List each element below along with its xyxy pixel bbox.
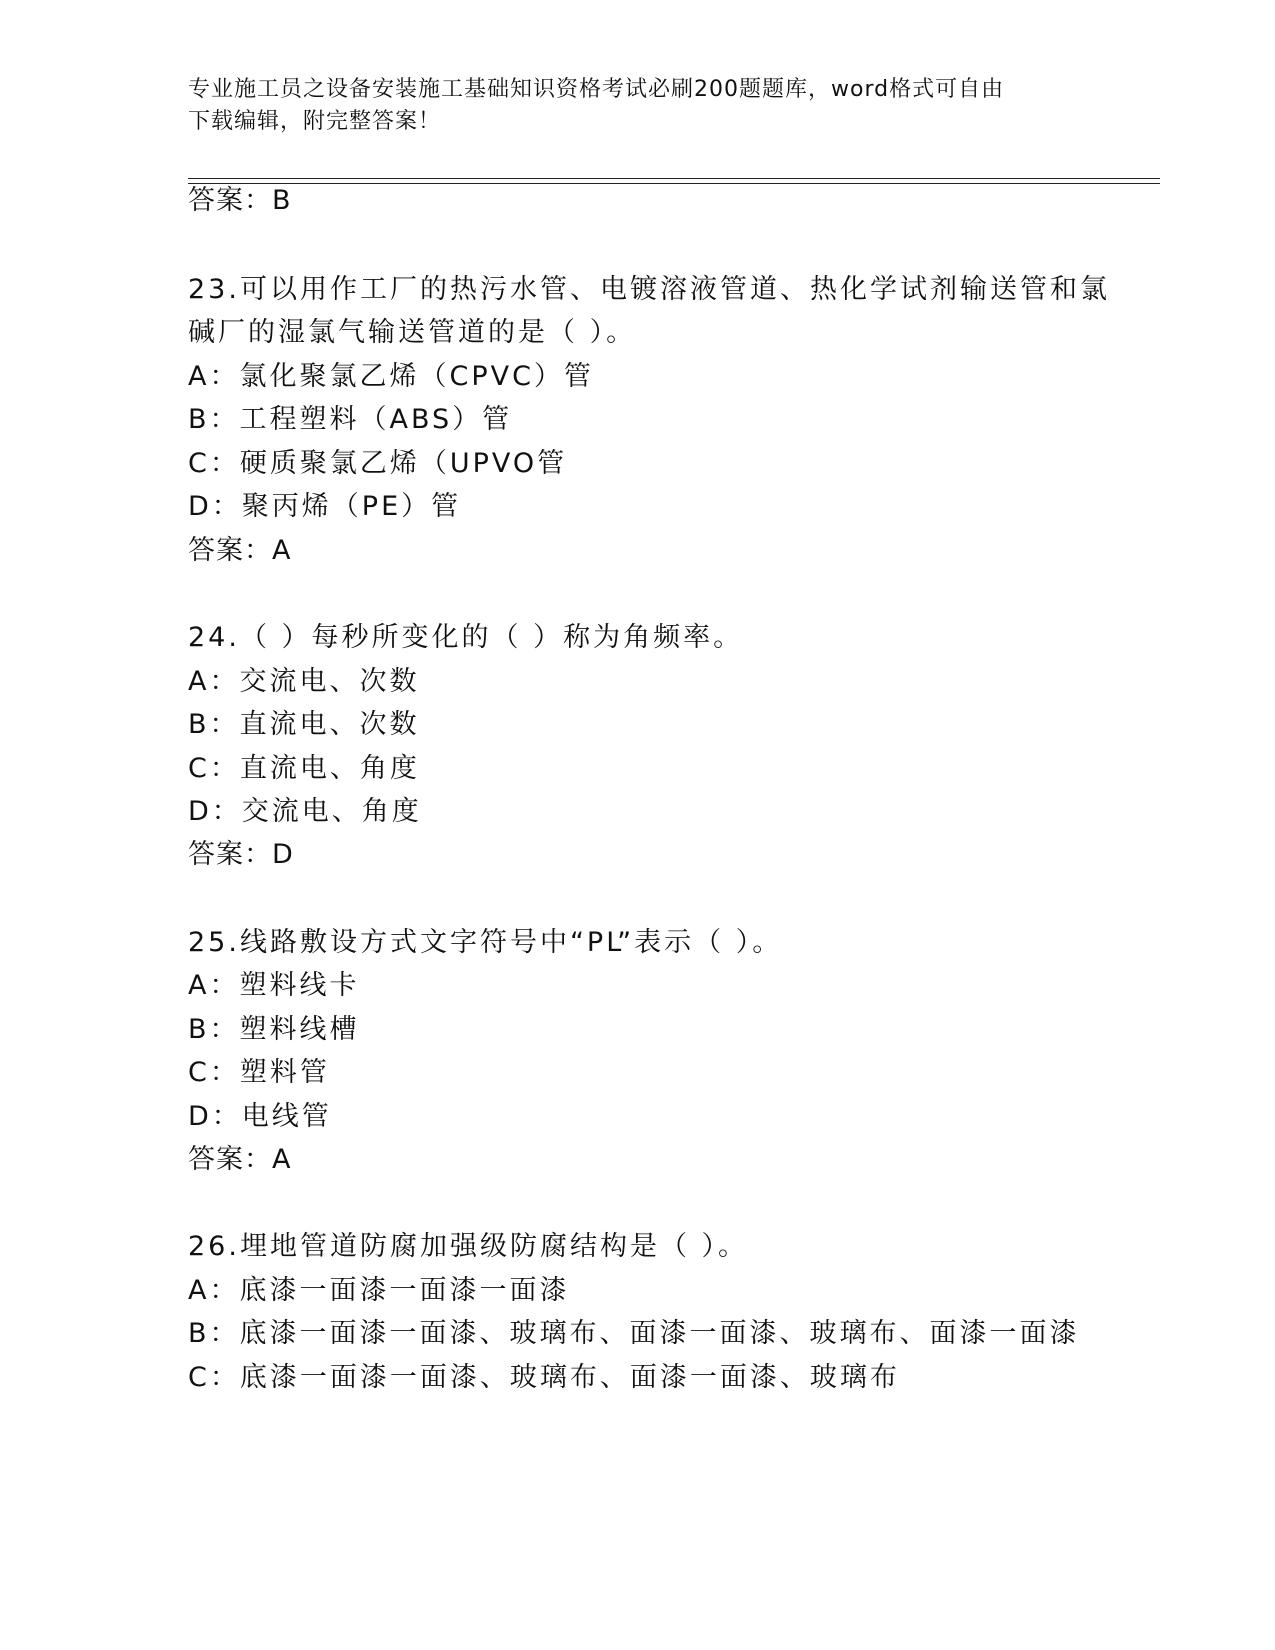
question-24-answer: 答案：D <box>188 839 294 870</box>
question-24-option-b: B：直流电、次数 <box>188 709 420 740</box>
question-26-option-a: A：底漆一面漆一面漆一面漆 <box>188 1275 570 1306</box>
question-23-stem-line-1: 23.可以用作工厂的热污水管、电镀溶液管道、热化学试剂输送管和氯 <box>188 274 1110 305</box>
header-divider-bottom <box>188 183 1160 184</box>
question-24-option-c: C：直流电、角度 <box>188 753 420 784</box>
question-25-option-b: B：塑料线槽 <box>188 1014 360 1045</box>
header-line-1: 专业施工员之设备安装施工基础知识资格考试必刷200题题库，word格式可自由 <box>188 77 1005 102</box>
question-24-option-d: D：交流电、角度 <box>188 796 422 827</box>
question-26-option-b: B：底漆一面漆一面漆、玻璃布、面漆一面漆、玻璃布、面漆一面漆 <box>188 1318 1080 1349</box>
question-25-stem: 25.线路敷设方式文字符号中“PL”表示（ ）。 <box>188 927 783 958</box>
question-25-answer: 答案：A <box>188 1144 292 1175</box>
document-header <box>188 74 1088 138</box>
question-26-option-c: C：底漆一面漆一面漆、玻璃布、面漆一面漆、玻璃布 <box>188 1362 900 1393</box>
question-23-option-c: C：硬质聚氯乙烯（UPVO管 <box>188 448 568 479</box>
question-25-option-d: D：电线管 <box>188 1101 332 1132</box>
question-24-stem: 24.（ ）每秒所变化的（ ）称为角频率。 <box>188 622 744 653</box>
question-25-option-a: A：塑料线卡 <box>188 970 360 1001</box>
question-25-option-c: C：塑料管 <box>188 1057 330 1088</box>
question-23-stem-line-2: 碱厂的湿氯气输送管道的是（ ）。 <box>188 317 637 348</box>
header-line-2: 下载编辑，附完整答案！ <box>188 109 442 134</box>
question-23-option-a: A：氯化聚氯乙烯（CPVC）管 <box>188 361 594 392</box>
question-23-option-b: B：工程塑料（ABS）管 <box>188 404 513 435</box>
answer-22: 答案：B <box>188 185 292 216</box>
question-24-option-a: A：交流电、次数 <box>188 666 420 697</box>
question-26-stem: 26.埋地管道防腐加强级防腐结构是（ ）。 <box>188 1231 749 1262</box>
question-23-option-d: D：聚丙烯（PE）管 <box>188 491 462 522</box>
question-23-answer: 答案：A <box>188 535 292 566</box>
header-divider-top <box>188 178 1160 179</box>
